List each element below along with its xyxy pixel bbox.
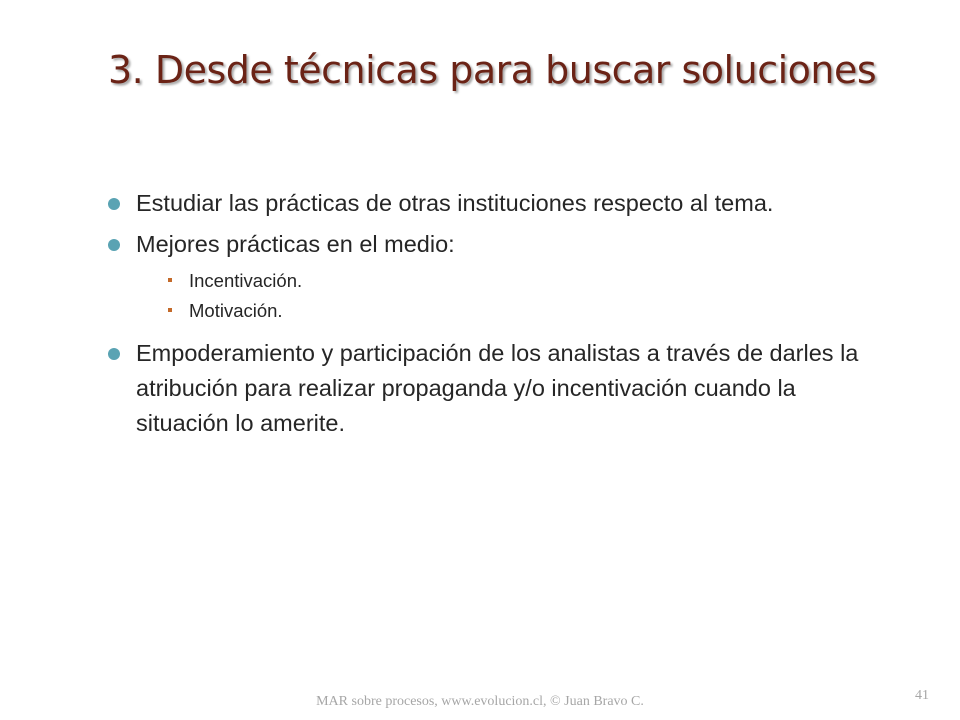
bullet-item xyxy=(108,227,888,262)
bullet-dot-icon xyxy=(108,348,120,360)
slide-title: 3. Desde técnicas para buscar soluciones xyxy=(108,48,877,92)
sub-bullet-dot-icon xyxy=(168,308,172,312)
slide-footer: MAR sobre procesos, www.evolucion.cl, © Juan Bravo C. xyxy=(316,694,644,709)
bullet-text: Estudiar las prácticas de otras instituciones respecto al tema. xyxy=(136,190,774,216)
page-number: 41 xyxy=(915,688,929,703)
bullet-item xyxy=(108,186,888,221)
sub-bullet-item xyxy=(108,266,888,296)
bullet-dot-icon xyxy=(108,198,120,210)
bullet-text: Empoderamiento y participación de los analistas a través de darles la atribución para realizar propaganda y/o incentivación cuando la situación lo amerite. xyxy=(136,340,859,436)
bullet-item xyxy=(108,336,888,441)
bullet-dot-icon xyxy=(108,239,120,251)
sub-bullet-text: Incentivación. xyxy=(189,270,303,291)
sub-bullet-list xyxy=(108,266,888,326)
sub-bullet-text: Motivación. xyxy=(189,300,283,321)
bullet-list xyxy=(108,186,888,447)
bullet-text: Mejores prácticas en el medio: xyxy=(136,231,455,257)
sub-bullet-item xyxy=(108,296,888,326)
sub-bullet-dot-icon xyxy=(168,278,172,282)
